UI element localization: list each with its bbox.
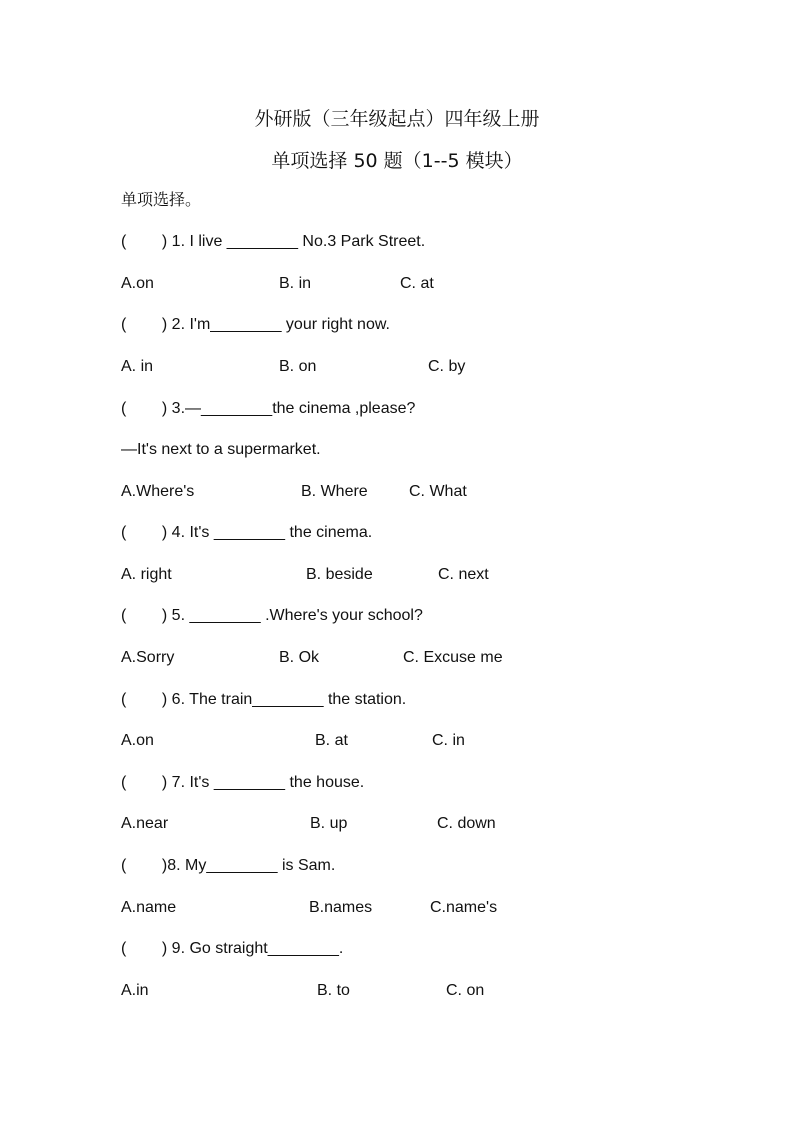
question-6: ( ) 6. The train________ the station. [121,691,407,708]
q3-option-c: C. What [409,483,467,500]
q5-option-c: C. Excuse me [403,649,503,666]
q2-option-c: C. by [428,358,466,375]
q2-option-b: B. on [279,358,317,375]
q1-option-c: C. at [400,275,434,292]
q1-option-a: A.on [121,275,154,292]
q9-option-b: B. to [317,982,350,999]
q6-option-b: B. at [315,732,348,749]
question-2: ( ) 2. I'm________ your right now. [121,316,390,333]
question-8: ( )8. My________ is Sam. [121,857,336,874]
question-3-answer-line: —It's next to a supermarket. [121,441,321,458]
question-7: ( ) 7. It's ________ the house. [121,774,365,791]
q7-option-b: B. up [310,815,348,832]
q6-option-a: A.on [121,732,154,749]
question-4: ( ) 4. It's ________ the cinema. [121,524,373,541]
q7-option-c: C. down [437,815,496,832]
worksheet-subtitle: 单项选择 50 题（1--5 模块） [271,150,523,172]
q3-option-a: A.Where's [121,483,195,500]
section-heading: 单项选择。 [121,190,202,209]
q9-option-a: A.in [121,982,149,999]
q9-option-c: C. on [446,982,485,999]
question-3: ( ) 3.—________the cinema ,please? [121,400,416,417]
q2-option-a: A. in [121,358,154,375]
question-5: ( ) 5. ________ .Where's your school? [121,607,423,624]
q4-option-c: C. next [438,566,489,583]
q6-option-c: C. in [432,732,465,749]
q7-option-a: A.near [121,815,169,832]
q4-option-a: A. right [121,566,172,583]
worksheet-title: 外研版（三年级起点）四年级上册 [254,108,540,130]
question-9: ( ) 9. Go straight________. [121,940,344,957]
q1-option-b: B. in [279,275,312,292]
question-1: ( ) 1. I live ________ No.3 Park Street. [121,233,426,250]
q4-option-b: B. beside [306,566,373,583]
q8-option-c: C.name's [430,899,498,916]
q3-option-b: B. Where [301,483,368,500]
q8-option-a: A.name [121,899,177,916]
q5-option-b: B. Ok [279,649,320,666]
q5-option-a: A.Sorry [121,649,175,666]
q8-option-b: B.names [309,899,373,916]
